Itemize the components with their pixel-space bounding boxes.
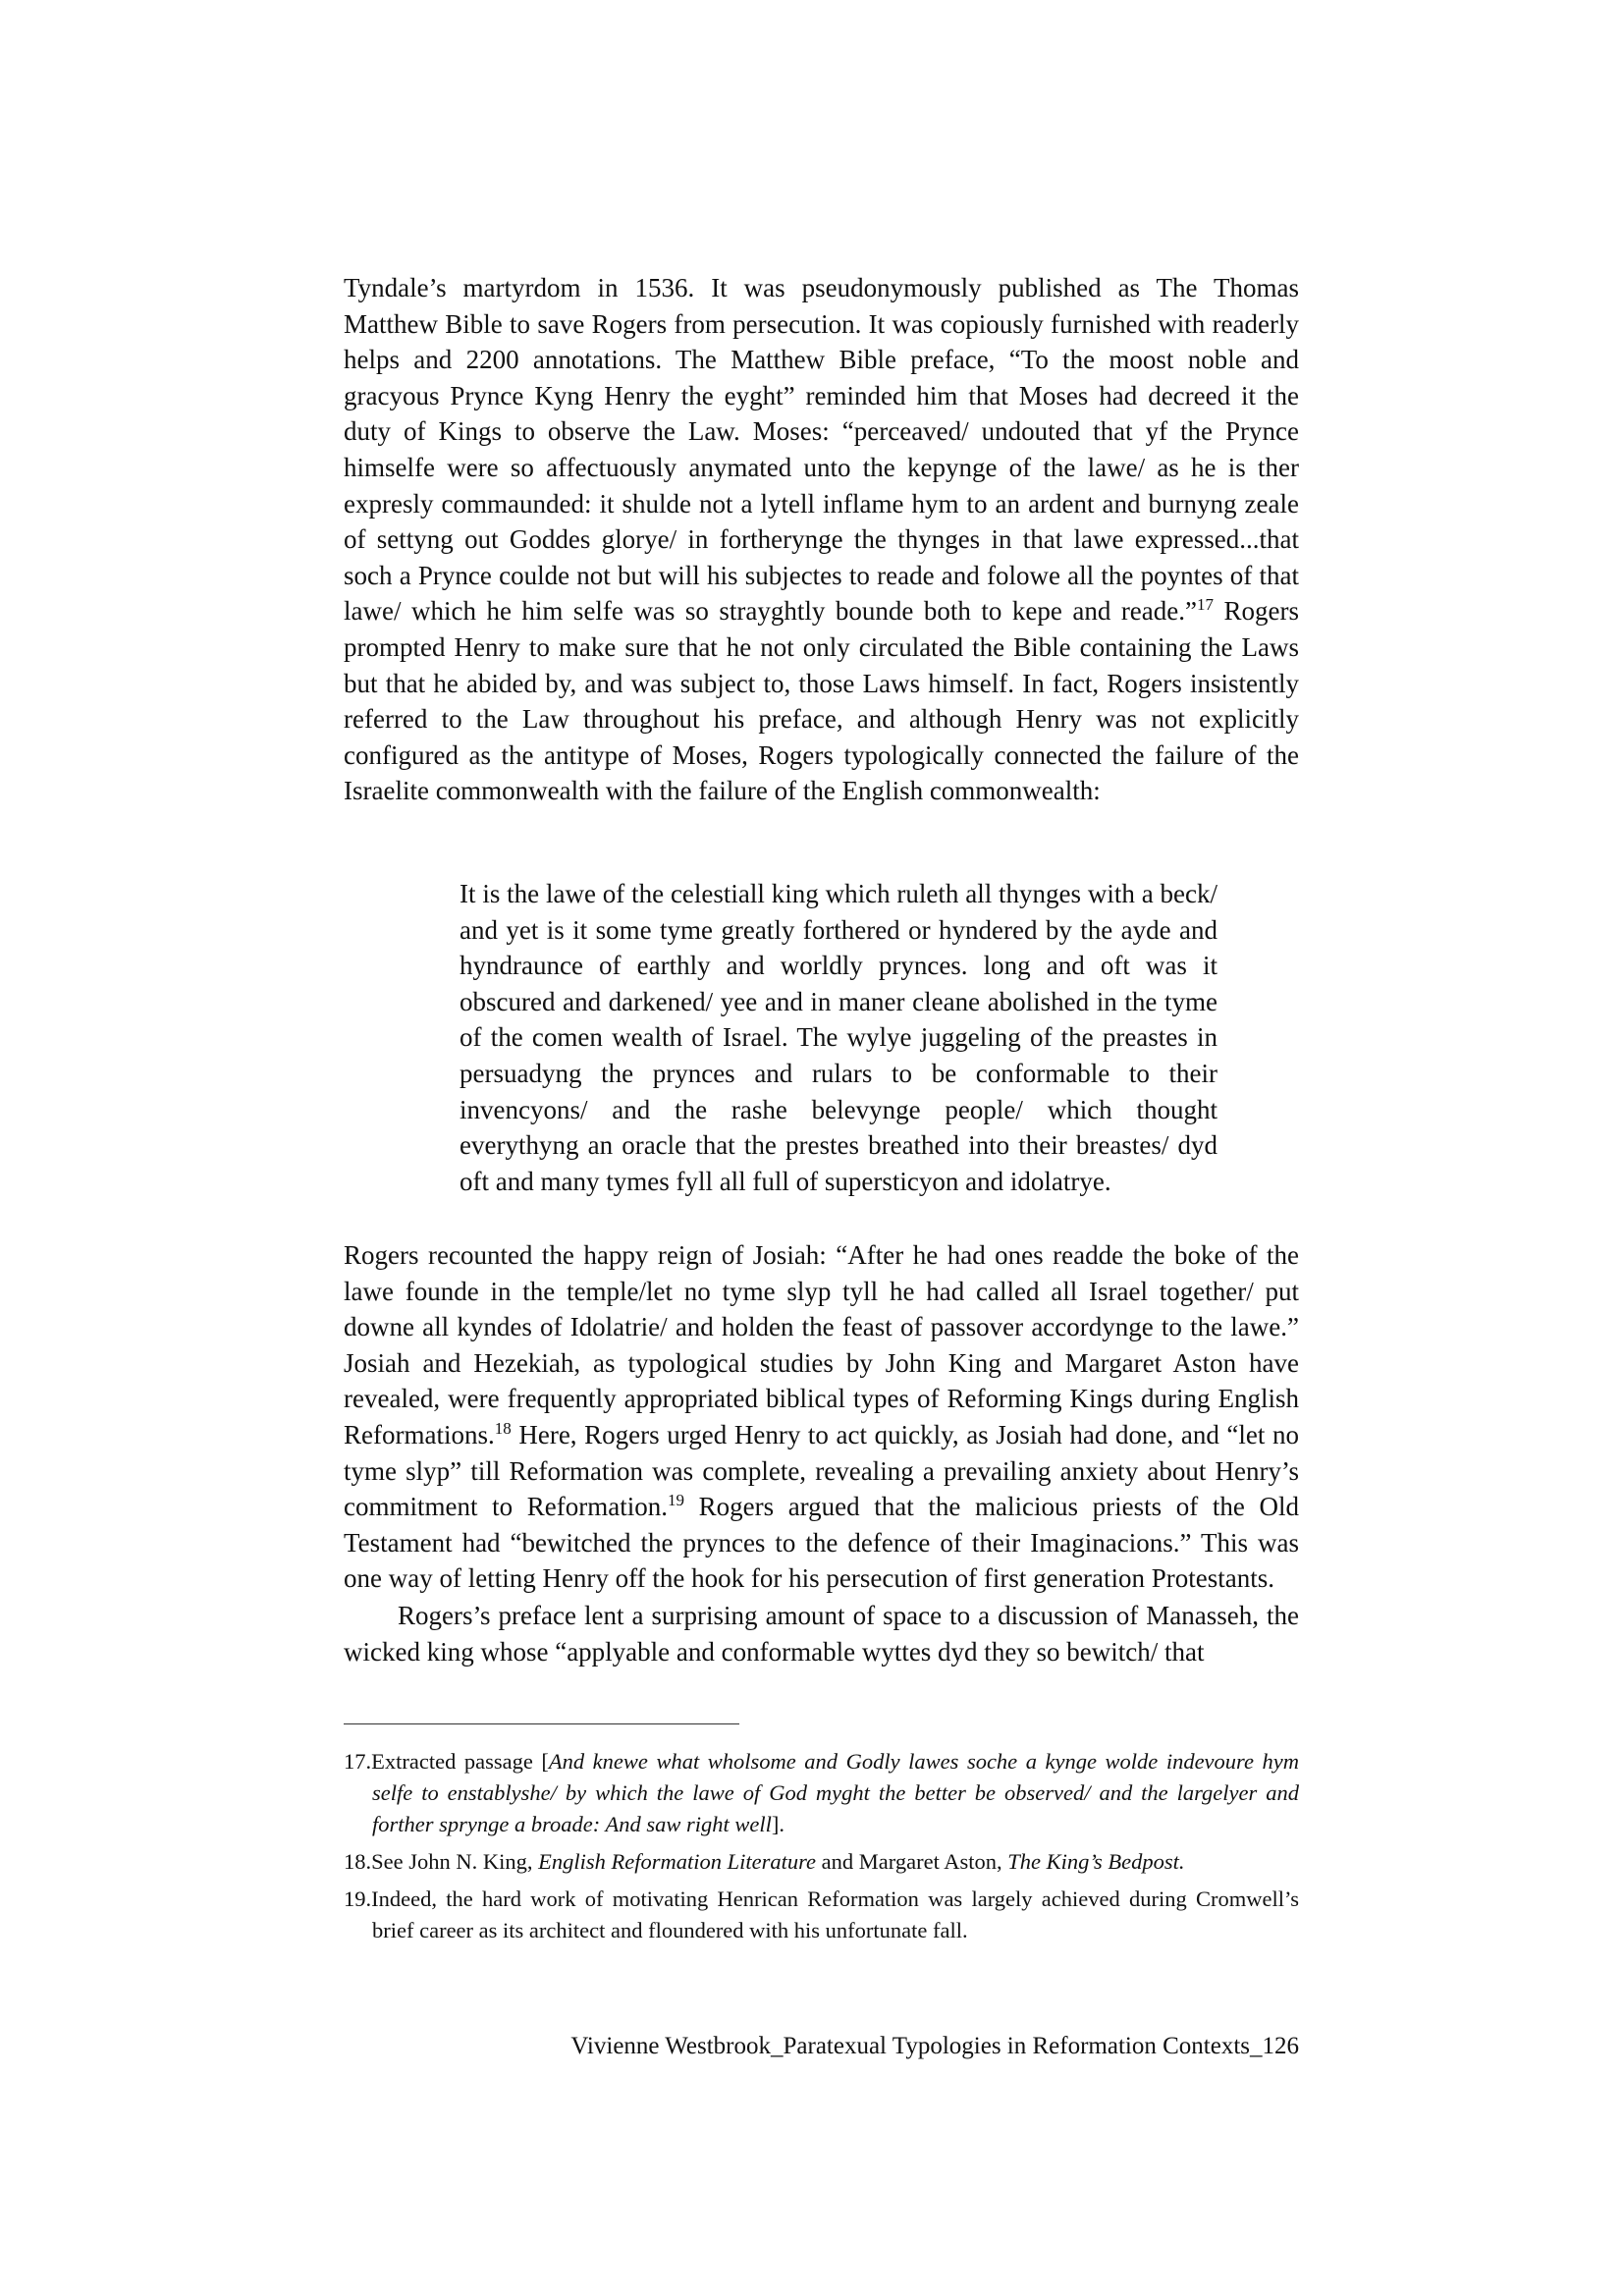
footnote-title: The King’s Bedpost. (1007, 1849, 1185, 1874)
footnote-18 (344, 1846, 1299, 1878)
footnote-ref-18[interactable]: 18 (494, 1418, 512, 1438)
footnote-text: Indeed, the hard work of motivating Henrican Reformation was largely achieved during Cromwell’s brief career as its architect and floundered with his unfortunate fall. (371, 1886, 1299, 1942)
footnote-19 (344, 1884, 1299, 1946)
running-footer: Vivienne Westbrook_Paratexual Typologies in Reformation Contexts_126 (570, 2033, 1299, 2059)
block-quote: It is the lawe of the celestiall king which ruleth all thynges with a beck/ and yet is it some tyme greatly forthered or hyndered by the ayde and hyndraunce of earthly and worldly prynces. long and oft was it obscured and darkened/ yee and in maner cleane abolished in the tyme of the comen wealth of Israel. The wylye juggeling of the preastes in persuadyng the prynces and rulars to be conformable to their invencyons/ and the rashe belevynge people/ which thought everythyng an oracle that the prestes breathed into their breastes/ dyd oft and many tymes fyll all full of supersticyon and idolatrye. (460, 879, 1217, 1196)
footnotes (344, 1746, 1299, 1946)
footnote-text: See John N. King, (371, 1849, 539, 1874)
paragraph-text: Tyndale’s martyrdom in 1536. It was pseudonymously published as The Thomas Matthew Bible to save Rogers from persecution. It was copiously furnished with readerly helps and 2200 annotations. The Matthew Bible preface, “To the moost noble and gracyous Prynce Kyng Henry the eyght” reminded him that Moses had decreed it the duty of Kings to observe the Law. Moses: “perceaved/ undouted that yf the Prynce himselfe were so affectuously anymated unto the kepynge of the lawe/ as he is ther expresly commaunded: it shulde not a lytell inflame hym to an ardent and burnyng zeale of settyng out Goddes glorye/ in fortherynge the thynges in that lawe expressed...that soch a Prynce coulde not but will his subjectes to reade and folowe all the poyntes of that lawe/ which he him selfe was so strayghtly bounde both to kepe and reade.” (344, 273, 1299, 627)
footnote-text: ]. (771, 1812, 784, 1836)
footnote-number: 17. (344, 1749, 372, 1774)
footnote-number: 18. (344, 1849, 372, 1874)
paragraph-text: Rogers recounted the happy reign of Josiah: “After he had ones readde the boke of the lawe founde in the temple/let no tyme slyp tyll he had called all Israel together/ put downe all kyndes of Idolatrie/ and holden the feast of passover accordynge to the lawe.” Josiah and Hezekiah, as typological studies by John King and Margaret Aston have revealed, were frequently appropriated biblical types of Reforming Kings during English Reformations. (344, 1240, 1299, 1449)
paragraph-text: Rogers prompted Henry to make sure that he not only circulated the Bible containing the Laws but that he abided by, and was subject to, those Laws himself. In fact, Rogers insistently referred to the Law throughout his preface, and although Henry was not explicitly configured as the antitype of Moses, Rogers typologically connected the failure of the Israelite commonwealth with the failure of the English commonwealth: (344, 596, 1299, 806)
paragraph-text: Rogers argued that the malicious priests of the Old Testament had “bewitched the prynces to the defence of their Imaginacions.” This was one way of letting Henry off the hook for his persecution of first generation Protestants. (344, 1492, 1299, 1594)
body-paragraph (344, 1237, 1299, 1597)
body-paragraph: Rogers’s preface lent a surprising amount of space to a discussion of Manasseh, the wicked king whose “applyable and conformable wyttes dyd they so bewitch/ that (344, 1601, 1299, 1667)
body-paragraph (344, 270, 1299, 809)
footnote-number: 19. (344, 1886, 372, 1911)
footnote-separator (344, 1723, 739, 1724)
footnote-title: English Reformation Literature (538, 1849, 817, 1874)
footnote-17 (344, 1746, 1299, 1840)
footnote-quote: And knewe what wholsome and Godly lawes soche a kynge wolde indevoure hym selfe to enstablyshe/ by which the lawe of God myght the better be observed/ and the largelyer and forther sprynge a broade: And saw right well (372, 1749, 1299, 1836)
footnote-ref-19[interactable]: 19 (667, 1491, 684, 1510)
paragraph-text: Here, Rogers urged Henry to act quickly, as Josiah had done, and “let no tyme slyp” till Reformation was complete, revealing a prevailing anxiety about Henry’s commitment to Reformation. (344, 1419, 1299, 1522)
footnote-ref-17[interactable]: 17 (1197, 595, 1214, 615)
footnote-text: and Margaret Aston, (816, 1849, 1008, 1874)
footnote-text: Extracted passage [ (371, 1749, 549, 1774)
